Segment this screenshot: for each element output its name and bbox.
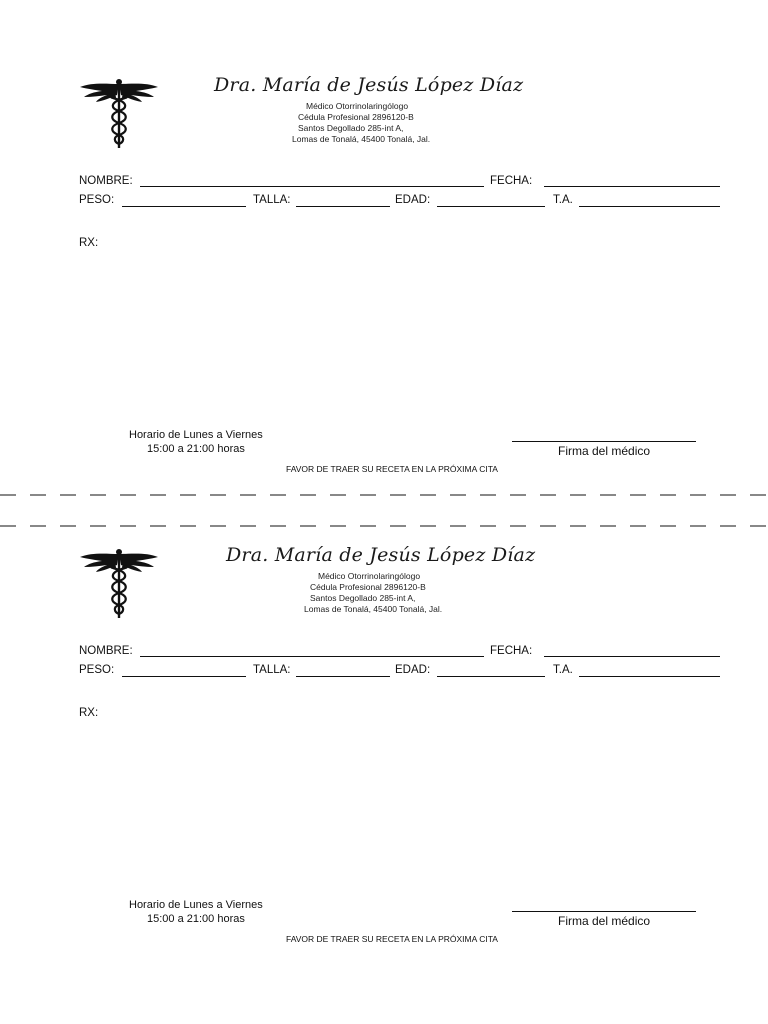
ta-field[interactable] xyxy=(579,206,720,207)
fecha-field[interactable] xyxy=(544,656,720,657)
signature-line[interactable] xyxy=(512,911,696,912)
fecha-label: FECHA: xyxy=(490,175,533,187)
signature-label: Firma del médico xyxy=(558,914,651,928)
edad-field[interactable] xyxy=(437,206,545,207)
talla-label: TALLA: xyxy=(253,194,291,206)
specialty-text: Médico Otorrinolaringólogo xyxy=(318,571,421,581)
talla-field[interactable] xyxy=(296,206,390,207)
fecha-field[interactable] xyxy=(544,186,720,187)
doctor-name: Dra. María de Jesús López Díaz xyxy=(214,74,524,96)
reminder-text: FAVOR DE TRAER SU RECETA EN LA PRÓXIMA CITA xyxy=(286,934,498,944)
nombre-field[interactable] xyxy=(140,656,484,657)
ta-label: T.A. xyxy=(553,664,573,676)
address-line-2: Lomas de Tonalá, 45400 Tonalá, Jal. xyxy=(292,134,431,144)
prescription-form-top xyxy=(0,0,768,474)
edad-label: EDAD: xyxy=(395,664,431,676)
peso-field[interactable] xyxy=(122,206,246,207)
ta-label: T.A. xyxy=(553,194,573,206)
address-line-1: Santos Degollado 285-int A, xyxy=(298,123,404,133)
nombre-label: NOMBRE: xyxy=(79,645,133,657)
caduceus-icon xyxy=(78,78,160,150)
rx-label: RX: xyxy=(79,237,99,249)
peso-label: PESO: xyxy=(79,194,115,206)
signature-label: Firma del médico xyxy=(558,444,651,458)
hours-days: Horario de Lunes a Viernes xyxy=(129,429,263,441)
specialty-text: Médico Otorrinolaringólogo xyxy=(306,101,409,111)
doctor-name: Dra. María de Jesús López Díaz xyxy=(226,544,536,566)
talla-label: TALLA: xyxy=(253,664,291,676)
nombre-field[interactable] xyxy=(140,186,484,187)
hours-days: Horario de Lunes a Viernes xyxy=(129,899,263,911)
edad-field[interactable] xyxy=(437,676,545,677)
fecha-label: FECHA: xyxy=(490,645,533,657)
peso-label: PESO: xyxy=(79,664,115,676)
talla-field[interactable] xyxy=(296,676,390,677)
address-line-2: Lomas de Tonalá, 45400 Tonalá, Jal. xyxy=(304,604,443,614)
nombre-label: NOMBRE: xyxy=(79,175,133,187)
ta-field[interactable] xyxy=(579,676,720,677)
rx-label: RX: xyxy=(79,707,99,719)
prescription-form-bottom xyxy=(0,470,768,944)
hours-time: 15:00 a 21:00 horas xyxy=(147,443,245,455)
peso-field[interactable] xyxy=(122,676,246,677)
signature-line[interactable] xyxy=(512,441,696,442)
caduceus-icon xyxy=(78,548,160,620)
reminder-text: FAVOR DE TRAER SU RECETA EN LA PRÓXIMA CITA xyxy=(286,464,498,474)
license-text: Cédula Profesional 2896120-B xyxy=(310,582,426,592)
hours-time: 15:00 a 21:00 horas xyxy=(147,913,245,925)
edad-label: EDAD: xyxy=(395,194,431,206)
license-text: Cédula Profesional 2896120-B xyxy=(298,112,414,122)
address-line-1: Santos Degollado 285-int A, xyxy=(310,593,416,603)
